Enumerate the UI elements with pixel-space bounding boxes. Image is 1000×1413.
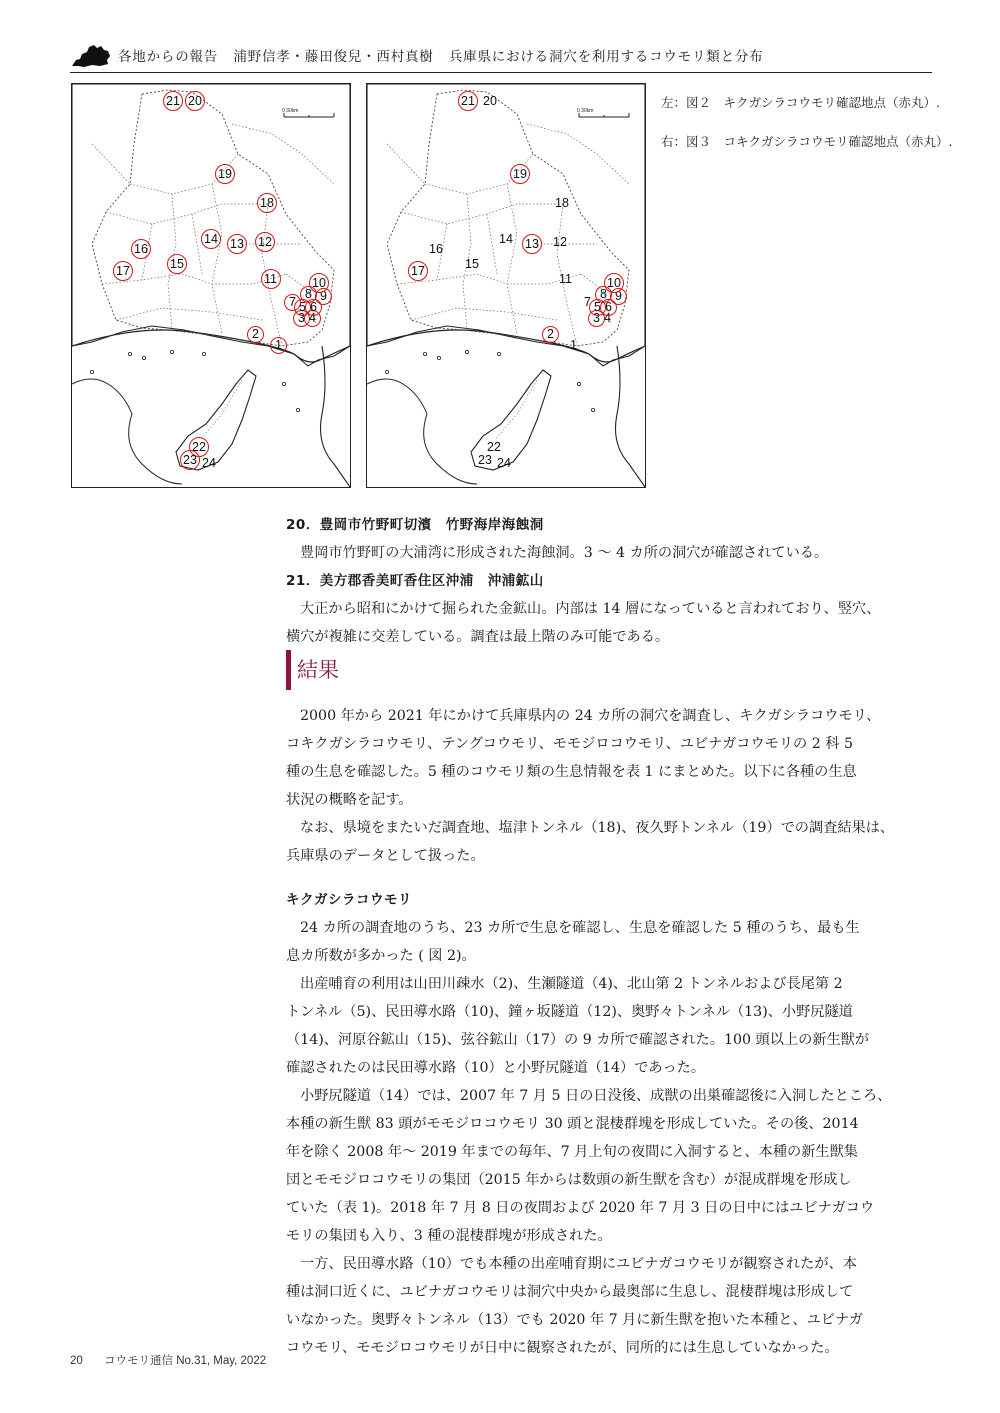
- site-label-20: 20: [188, 94, 202, 108]
- site-label-18: 18: [555, 196, 569, 210]
- header-category: 各地からの報告: [118, 49, 219, 65]
- site-label-13: 13: [525, 237, 539, 251]
- text-line: 大正から昭和にかけて掘られた金鉱山。内部は 14 層になっていると言われており、竪穴、: [300, 601, 881, 617]
- site-marker-2: [542, 326, 559, 343]
- site-label-19: 19: [218, 167, 232, 181]
- site-label-13: 13: [230, 237, 244, 251]
- site-label-15: 15: [170, 257, 184, 271]
- caption-left: 左：図２ キクガシラコウモリ確認地点（赤丸）.: [661, 95, 940, 110]
- hyogo-silhouette-icon: [70, 42, 112, 68]
- results-section-title: 結果: [286, 650, 339, 690]
- kikugashira-heading: キクガシラコウモリ: [286, 892, 412, 908]
- site-marker-17: [408, 261, 428, 281]
- text-line: いなかった。奥野々トンネル（13）でも 2020 年 7 月に新生獣を抱いた本種と、ユビナガ: [286, 1312, 864, 1328]
- site-label-17: 17: [411, 264, 425, 278]
- text-line: 2000 年から 2021 年にかけて兵庫県内の 24 カ所の洞穴を調査し、キクガシラコウモリ、: [300, 708, 881, 724]
- site-21-entry: [286, 567, 931, 651]
- site-label-4: 4: [604, 311, 611, 325]
- site-label-11: 11: [559, 272, 572, 286]
- site-label-18: 18: [260, 196, 274, 210]
- site-label-2: 2: [547, 327, 554, 341]
- site-label-21: 21: [166, 94, 180, 108]
- text-line: 年を除く 2008 年～ 2019 年までの毎年、7 月上旬の夜間に入洞すると、本種の新生獣集: [286, 1144, 858, 1160]
- site-20-heading: 20．豊岡市竹野町切濱 竹野海岸海蝕洞: [286, 517, 544, 533]
- header-title: 兵庫県における洞穴を利用するコウモリ類と分布: [448, 49, 764, 65]
- kikugashira-section: [286, 886, 931, 1362]
- header-authors: 浦野信孝・藤田俊兒・西村真樹: [233, 49, 434, 65]
- results-paragraph-1: [286, 702, 931, 814]
- site-marker-21: [163, 91, 183, 111]
- site-label-4: 4: [309, 311, 316, 325]
- page-footer: [70, 1352, 284, 1368]
- site-label-21: 21: [461, 94, 475, 108]
- kikugashira-paragraph-4: [286, 1250, 931, 1362]
- site-label-12: 12: [553, 235, 567, 249]
- text-line: 息カ所数が多かった ( 図 2)。: [286, 948, 476, 964]
- page-number: 20: [70, 1355, 83, 1367]
- site-marker-13: [522, 234, 542, 254]
- site-marker-7: [284, 294, 301, 311]
- site-marker-13: [227, 234, 247, 254]
- site-marker-10: [309, 273, 329, 293]
- text-line: 団とモモジロコウモリの集団（2015 年からは数頭の新生獣を含む）が混成群塊を形成し: [286, 1172, 852, 1188]
- site-marker-20: [185, 91, 205, 111]
- text-line: 小野尻隧道（14）では、2007 年 7 月 5 日の日没後、成獣の出巣確認後に入洞したところ、: [300, 1088, 892, 1104]
- site-label-1: 1: [570, 338, 577, 352]
- text-line: コウモリ、モモジロコウモリが日中に観察されたが、同所的には生息していなかった。: [286, 1340, 839, 1356]
- site-label-11: 11: [264, 272, 277, 286]
- site-label-22: 22: [487, 440, 501, 454]
- site-label-24: 24: [202, 456, 216, 470]
- text-line: 状況の概略を記す。: [286, 792, 413, 808]
- site-label-6: 6: [310, 300, 317, 314]
- site-marker-15: [167, 254, 187, 274]
- site-label-9: 9: [615, 289, 622, 303]
- site-label-16: 16: [429, 242, 443, 256]
- site-marker-17: [113, 261, 133, 281]
- site-label-22: 22: [192, 440, 206, 454]
- site-20-body: 豊岡市竹野町の大浦湾に形成された海蝕洞。3 ～ 4 カ所の洞穴が確認されている。: [300, 545, 829, 561]
- site-label-9: 9: [320, 289, 327, 303]
- site-label-12: 12: [258, 235, 272, 249]
- text-line: コキクガシラコウモリ、テングコウモリ、モモジロコウモリ、ユビナガコウモリの 2 科 5: [286, 736, 854, 752]
- text-line: 本種の新生獣 83 頭がモモジロコウモリ 30 頭と混棲群塊を形成していた。その後、2014: [286, 1116, 859, 1132]
- site-20-entry: [286, 511, 931, 567]
- site-label-14: 14: [204, 232, 218, 246]
- site-label-15: 15: [465, 257, 479, 271]
- site-label-7: 7: [584, 295, 591, 309]
- site-label-23: 23: [183, 453, 197, 467]
- map-figure-3: [366, 83, 646, 488]
- results-paragraph-2: [286, 814, 931, 870]
- text-line: モリの集団も入り、3 種の混棲群塊が形成された。: [286, 1228, 612, 1244]
- site-label-24: 24: [497, 456, 511, 470]
- site-label-14: 14: [499, 232, 513, 246]
- site-label-20: 20: [483, 94, 497, 108]
- site-21-heading: 21．美方郡香美町香住区沖浦 沖浦鉱山: [286, 573, 544, 589]
- map-figure-2: [71, 83, 351, 488]
- figure-captions: [661, 93, 952, 171]
- site-marker-12: [255, 232, 275, 252]
- site-21-body: [286, 595, 931, 651]
- text-line: 横穴が複雑に交差している。調査は最上階のみ可能である。: [286, 629, 670, 645]
- journal-citation: コウモリ通信 No.31, May, 2022: [104, 1355, 267, 1367]
- site-marker-2: [247, 326, 264, 343]
- header-text: [118, 45, 763, 65]
- site-label-1: 1: [275, 338, 282, 352]
- site-marker-16: [131, 239, 151, 259]
- site-marker-21: [458, 91, 478, 111]
- site-label-2: 2: [252, 327, 259, 341]
- site-marker-19: [510, 164, 530, 184]
- text-line: 種は洞口近くに、ユビナガコウモリは洞穴中央から最奥部に生息し、混棲群塊は形成して: [286, 1284, 854, 1300]
- site-label-7: 7: [289, 295, 296, 309]
- site-marker-19: [215, 164, 235, 184]
- site-label-5: 5: [299, 300, 306, 314]
- site-label-8: 8: [305, 287, 312, 301]
- text-line: （14)、河原谷鉱山（15)、弦谷鉱山（17）の 9 カ所で確認された。100 頭以上の新生獣が: [286, 1032, 870, 1048]
- site-marker-1: [270, 337, 287, 354]
- kikugashira-paragraph-2: [286, 970, 931, 1082]
- text-line: 確認されたのは民田導水路（10）と小野尻隧道（14）であった。: [286, 1060, 706, 1076]
- site-label-23: 23: [478, 453, 492, 467]
- text-line: ていた（表 1)。2018 年 7 月 8 日の夜間および 2020 年 7 月 3 日の日中にはユビナガコウ: [286, 1200, 875, 1216]
- text-line: なお、県境をまたいだ調査地、塩津トンネル（18)、夜久野トンネル（19）での調査結果は、: [300, 820, 895, 836]
- site-label-8: 8: [600, 287, 607, 301]
- site-label-5: 5: [594, 300, 601, 314]
- caption-right: 右：図３ コキクガシラコウモリ確認地点（赤丸）.: [661, 134, 953, 149]
- site-label-3: 3: [593, 311, 600, 325]
- site-marker-11: [261, 269, 281, 289]
- site-marker-10: [604, 273, 624, 293]
- text-line: 24 カ所の調査地のうち、23 カ所で生息を確認し、生息を確認した 5 種のうち、最も生: [300, 920, 860, 936]
- text-line: 出産哺育の利用は山田川疎水（2)、生瀬隧道（4)、北山第 2 トンネルおよび長尾第 2: [300, 976, 843, 992]
- running-header: [70, 38, 932, 73]
- text-line: 種の生息を確認した。5 種のコウモリ類の生息情報を表 1 にまとめた。以下に各種の生息: [286, 764, 857, 780]
- site-label-3: 3: [298, 311, 305, 325]
- site-marker-23: [180, 450, 200, 470]
- scale-bar-label: 0 30km: [282, 108, 299, 114]
- site-label-16: 16: [134, 242, 148, 256]
- scale-bar-label: 0 30km: [577, 108, 594, 114]
- kikugashira-paragraph-3: [286, 1082, 931, 1250]
- site-label-10: 10: [607, 276, 621, 290]
- text-line: 兵庫県のデータとして扱った。: [286, 848, 485, 864]
- site-label-6: 6: [605, 300, 612, 314]
- site-marker-14: [201, 229, 221, 249]
- results-body: [286, 702, 931, 870]
- site-label-19: 19: [513, 167, 527, 181]
- text-line: 一方、民田導水路（10）でも本種の出産哺育期にユビナガコウモリが観察されたが、本: [300, 1256, 857, 1272]
- kikugashira-paragraph-1: [286, 914, 931, 970]
- text-line: トンネル（5)、民田導水路（10)、鐘ヶ坂隧道（12)、奥野々トンネル（13)、小野尻隧道: [286, 1004, 853, 1020]
- site-marker-18: [257, 193, 277, 213]
- site-label-17: 17: [116, 264, 130, 278]
- site-label-10: 10: [312, 276, 326, 290]
